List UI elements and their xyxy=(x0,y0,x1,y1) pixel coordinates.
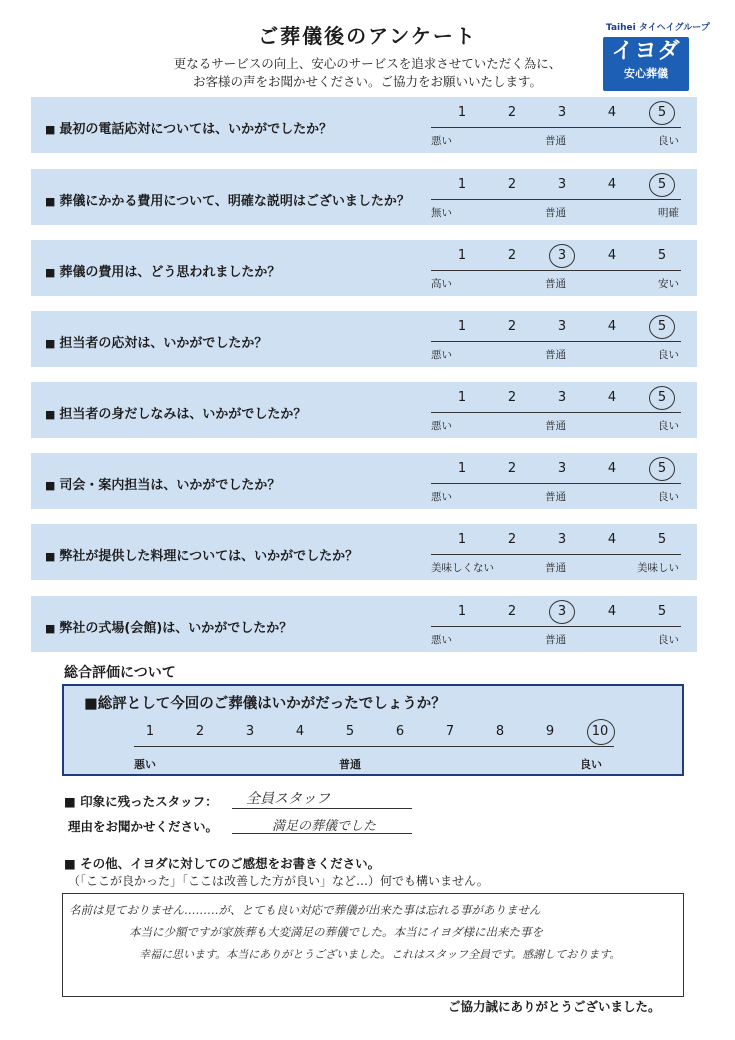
brand-mark xyxy=(603,20,710,33)
rating-option-1[interactable]: 1 xyxy=(457,604,467,619)
anchor-high: 美味しい xyxy=(637,562,679,574)
bullet-square-icon: ■ xyxy=(45,408,56,421)
rating-option-4[interactable]: 4 xyxy=(607,105,617,120)
rating-option-1[interactable]: 1 xyxy=(457,177,467,192)
rating-option-3[interactable]: 3 xyxy=(557,177,567,192)
anchor-high: 安い xyxy=(658,278,679,290)
rating-option-4[interactable]: 4 xyxy=(607,248,617,263)
overall-anchor-low: 悪い xyxy=(134,758,156,771)
rating-scale-line xyxy=(431,483,681,484)
overall-option-5[interactable]: 5 xyxy=(345,724,355,739)
question-text xyxy=(45,617,292,636)
comments-hint: （「ここが良かった」「ここは改善した方が良い」など…）何でも構いません。 xyxy=(68,874,489,888)
rating-option-4[interactable]: 4 xyxy=(607,177,617,192)
anchor-high: 良い xyxy=(658,135,679,147)
rating-option-3[interactable]: 3 xyxy=(557,532,567,547)
selected-rating-circle xyxy=(649,315,675,339)
anchor-mid: 普通 xyxy=(545,207,566,219)
question-text xyxy=(45,118,332,137)
anchor-mid: 普通 xyxy=(545,562,566,574)
anchor-high: 良い xyxy=(658,491,679,503)
rating-scale-line xyxy=(431,341,681,342)
rating-option-1[interactable]: 1 xyxy=(457,390,467,405)
anchor-mid: 普通 xyxy=(545,135,566,147)
rating-option-2[interactable]: 2 xyxy=(507,390,517,405)
overall-anchor-mid: 普通 xyxy=(339,758,361,771)
question-7 xyxy=(31,524,697,580)
rating-option-1[interactable]: 1 xyxy=(457,532,467,547)
question-text xyxy=(45,403,306,422)
anchor-mid: 普通 xyxy=(545,634,566,646)
rating-option-3[interactable]: 3 xyxy=(557,319,567,334)
overall-selected-circle xyxy=(587,719,615,745)
rating-option-2[interactable]: 2 xyxy=(507,105,517,120)
question-label: 司会・案内担当は、いかがでしたか？ xyxy=(59,478,281,493)
anchor-low: 悪い xyxy=(431,491,452,503)
rating-scale-line xyxy=(431,270,681,271)
logo-main-text: イヨダ xyxy=(611,39,681,64)
anchor-low: 悪い xyxy=(431,420,452,432)
rating-option-4[interactable]: 4 xyxy=(607,532,617,547)
rating-scale-line xyxy=(431,626,681,627)
rating-option-2[interactable]: 2 xyxy=(507,177,517,192)
anchor-high: 良い xyxy=(658,420,679,432)
anchor-high: 良い xyxy=(658,634,679,646)
rating-scale-line xyxy=(431,554,681,555)
overall-option-4[interactable]: 4 xyxy=(295,724,305,739)
rating-option-4[interactable]: 4 xyxy=(607,319,617,334)
selected-rating-circle xyxy=(649,173,675,197)
overall-scale-line xyxy=(134,746,614,747)
rating-option-3[interactable]: 3 xyxy=(557,604,567,619)
selected-rating-circle xyxy=(649,457,675,481)
question-8 xyxy=(31,596,697,652)
question-text xyxy=(45,261,280,280)
question-6 xyxy=(31,453,697,509)
overall-option-7[interactable]: 7 xyxy=(445,724,455,739)
bullet-square-icon: ■ xyxy=(45,622,56,635)
logo-box xyxy=(603,37,689,91)
rating-scale-line xyxy=(431,199,681,200)
rating-option-1[interactable]: 1 xyxy=(457,461,467,476)
anchor-mid: 普通 xyxy=(545,420,566,432)
bullet-square-icon: ■ xyxy=(45,266,56,279)
bullet-square-icon: ■ xyxy=(45,479,56,492)
rating-option-5[interactable]: 5 xyxy=(657,604,667,619)
rating-scale-line xyxy=(431,127,681,128)
anchor-high: 良い xyxy=(658,349,679,361)
rating-option-3[interactable]: 3 xyxy=(557,461,567,476)
rating-option-5[interactable]: 5 xyxy=(657,390,667,405)
anchor-mid: 普通 xyxy=(545,349,566,361)
question-3 xyxy=(31,240,697,296)
staff-answer[interactable]: 全員スタッフ xyxy=(246,791,330,807)
anchor-low: 無い xyxy=(431,207,452,219)
anchor-low: 高い xyxy=(431,278,452,290)
question-5 xyxy=(31,382,697,438)
overall-heading: 総合評価について xyxy=(64,665,176,681)
brand-name: Taihei タイヘイグループ xyxy=(606,23,710,33)
question-label: 担当者の身だしなみは、いかがでしたか？ xyxy=(59,407,307,422)
overall-question: ■総評として今回のご葬儀はいかがだったでしょうか？ xyxy=(84,696,446,712)
anchor-mid: 普通 xyxy=(545,278,566,290)
question-label: 弊社が提供した料理については、いかがでしたか？ xyxy=(59,549,359,564)
bullet-square-icon: ■ xyxy=(45,550,56,563)
bullet-square-icon: ■ xyxy=(45,195,56,208)
rating-option-3[interactable]: 3 xyxy=(557,248,567,263)
selected-rating-circle xyxy=(649,386,675,410)
overall-anchor-high: 良い xyxy=(580,758,602,771)
selected-rating-circle xyxy=(549,600,575,624)
question-label: 葬儀にかかる費用について、明確な説明はございましたか？ xyxy=(59,194,410,209)
comments-box[interactable] xyxy=(62,893,684,997)
question-label: 担当者の応対は、いかがでしたか？ xyxy=(59,336,268,351)
intro-line-1: 更なるサービスの向上、安心のサービスを追求させていただく為に、 xyxy=(173,56,562,71)
rating-option-5[interactable]: 5 xyxy=(657,105,667,120)
intro-line-2: お客様の声をお聞かせください。ご協力をお願いいたします。 xyxy=(192,74,542,89)
comment-line-1: 名前は見ておりません………が、とても良い対応で葬儀が出来た事は忘れる事がありません xyxy=(69,903,541,917)
staff-label: ■ 印象に残ったスタッフ： xyxy=(64,794,218,809)
question-label: 弊社の式場(会館)は、いかがでしたか？ xyxy=(59,621,293,636)
anchor-low: 悪い xyxy=(431,349,452,361)
anchor-mid: 普通 xyxy=(545,491,566,503)
question-label: 葬儀の費用は、どう思われましたか？ xyxy=(59,265,281,280)
selected-rating-circle xyxy=(549,244,575,268)
rating-option-1[interactable]: 1 xyxy=(457,105,467,120)
question-text xyxy=(45,545,358,564)
overall-option-8[interactable]: 8 xyxy=(495,724,505,739)
anchor-high: 明確 xyxy=(658,207,679,219)
overall-rating-box xyxy=(62,684,684,776)
company-logo xyxy=(603,20,710,91)
rating-option-2[interactable]: 2 xyxy=(507,319,517,334)
overall-option-6[interactable]: 6 xyxy=(395,724,405,739)
overall-option-1[interactable]: 1 xyxy=(145,724,155,739)
question-text xyxy=(45,474,280,493)
selected-rating-circle xyxy=(649,101,675,125)
comments-label: ■ その他、イヨダに対してのご感想をお書きください。 xyxy=(64,856,381,871)
rating-option-4[interactable]: 4 xyxy=(607,461,617,476)
reason-label: 理由をお聞かせください。 xyxy=(68,819,219,834)
overall-option-3[interactable]: 3 xyxy=(245,724,255,739)
rating-option-5[interactable]: 5 xyxy=(657,319,667,334)
logo-sub-text: 安心葬儀 xyxy=(624,67,668,80)
rating-option-2[interactable]: 2 xyxy=(507,461,517,476)
rating-option-1[interactable]: 1 xyxy=(457,319,467,334)
rating-option-2[interactable]: 2 xyxy=(507,532,517,547)
footer-thanks: ご協力誠にありがとうございました。 xyxy=(448,999,661,1014)
rating-option-5[interactable]: 5 xyxy=(657,461,667,476)
question-text xyxy=(45,190,410,209)
overall-option-10[interactable]: 10 xyxy=(591,724,609,739)
question-label: 最初の電話応対については、いかがでしたか？ xyxy=(59,122,333,137)
overall-option-2[interactable]: 2 xyxy=(195,724,205,739)
rating-option-5[interactable]: 5 xyxy=(657,248,667,263)
comment-line-2: 本当に少額ですが家族葬も大変満足の葬儀でした。本当にイヨダ様に出来た事を xyxy=(129,925,543,939)
page-title: ご葬儀後のアンケート xyxy=(258,24,477,48)
comment-line-3: 幸福に思います。本当にありがとうございました。これはスタッフ全員です。感謝しております。 xyxy=(139,948,621,961)
overall-option-9[interactable]: 9 xyxy=(545,724,555,739)
question-text xyxy=(45,332,267,351)
question-4 xyxy=(31,311,697,367)
staff-answer-line xyxy=(232,808,412,809)
anchor-low: 悪い xyxy=(431,634,452,646)
rating-option-4[interactable]: 4 xyxy=(607,604,617,619)
bullet-square-icon: ■ xyxy=(45,337,56,350)
anchor-low: 美味しくない xyxy=(431,562,494,574)
rating-scale-line xyxy=(431,412,681,413)
rating-option-5[interactable]: 5 xyxy=(657,532,667,547)
rating-option-2[interactable]: 2 xyxy=(507,604,517,619)
question-2 xyxy=(31,169,697,225)
anchor-low: 悪い xyxy=(431,135,452,147)
question-1 xyxy=(31,97,697,153)
rating-option-3[interactable]: 3 xyxy=(557,105,567,120)
bullet-square-icon: ■ xyxy=(45,123,56,136)
rating-option-1[interactable]: 1 xyxy=(457,248,467,263)
rating-option-5[interactable]: 5 xyxy=(657,177,667,192)
rating-option-4[interactable]: 4 xyxy=(607,390,617,405)
rating-option-3[interactable]: 3 xyxy=(557,390,567,405)
rating-option-2[interactable]: 2 xyxy=(507,248,517,263)
reason-answer[interactable]: 満足の葬儀でした xyxy=(272,819,377,834)
